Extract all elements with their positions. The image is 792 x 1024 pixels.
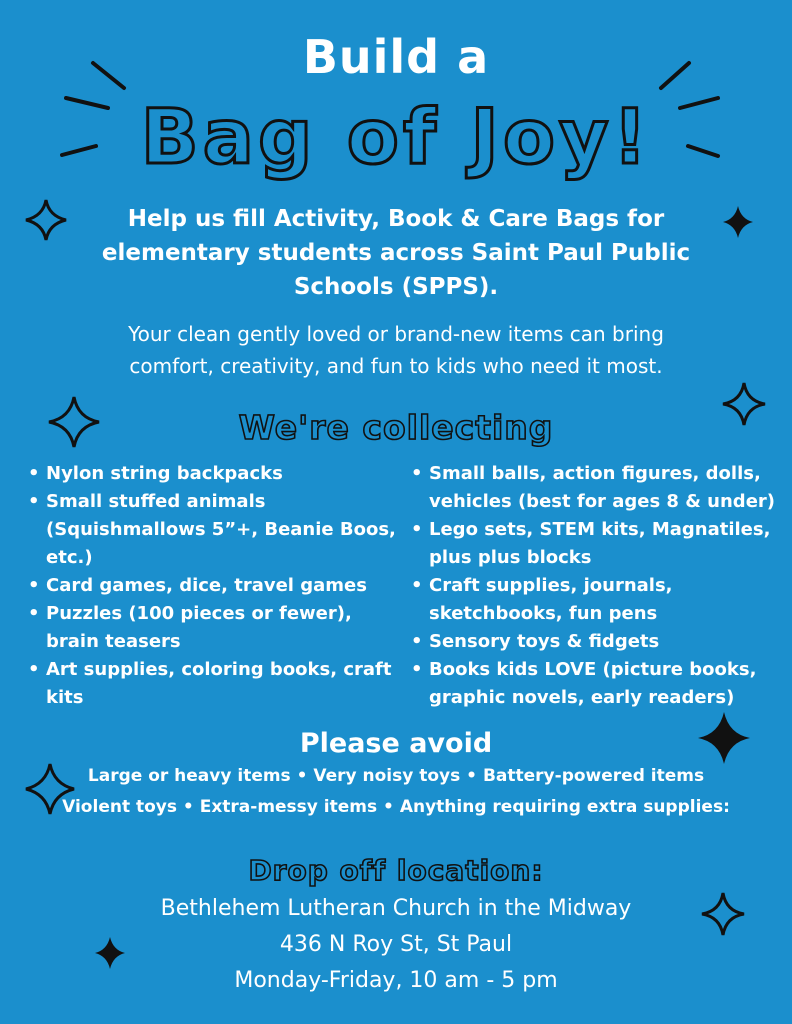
- list-item: • Sensory toys & fidgets: [411, 628, 781, 656]
- list-item: • Small balls, action figures, dolls, vehicles (best for ages 8 & under): [411, 460, 781, 516]
- dropoff-address: 436 N Roy St, St Paul: [279, 932, 513, 957]
- sparkle-star-icon: [723, 206, 753, 238]
- collecting-title: We're collecting: [238, 408, 554, 447]
- list-item: • Art supplies, coloring books, craft kits: [28, 656, 398, 712]
- dropoff-church-name: Bethlehem Lutheran Church in the Midway: [160, 896, 632, 921]
- list-item: • Puzzles (100 pieces or fewer), brain teasers: [28, 600, 398, 656]
- dropoff-hours: Monday-Friday, 10 am - 5 pm: [234, 968, 558, 993]
- intro-bold-text: Help us fill Activity, Book & Care Bags for elementary students across Saint Paul Public Schools (SPPS).: [101, 206, 691, 300]
- list-item: • Lego sets, STEM kits, Magnatiles, plus plus blocks: [411, 516, 781, 572]
- collecting-list-left: [28, 460, 398, 712]
- avoid-line-2: Violent toys • Extra-messy items • Anything requiring extra supplies:: [62, 797, 730, 817]
- list-item: • Small stuffed animals (Squishmallows 5”+, Beanie Boos, etc.): [28, 488, 398, 572]
- intro-light-text: Your clean gently loved or brand-new items can bring comfort, creativity, and fun to kids who need it most.: [128, 322, 664, 378]
- sparkle-star-icon: [26, 200, 66, 240]
- collecting-list-right: [411, 460, 781, 712]
- avoid-title: Please avoid: [299, 728, 493, 759]
- list-item: • Books kids LOVE (picture books, graphic novels, early readers): [411, 656, 781, 712]
- heading-build-a: Build a: [302, 30, 490, 84]
- list-item: • Nylon string backpacks: [28, 460, 398, 488]
- list-item: • Card games, dice, travel games: [28, 572, 398, 600]
- heading-bag-of-joy: Bag of Joy!: [140, 92, 652, 181]
- list-item: • Craft supplies, journals, sketchbooks, fun pens: [411, 572, 781, 628]
- avoid-line-1: Large or heavy items • Very noisy toys • Battery-powered items: [87, 766, 705, 786]
- dropoff-title: Drop off location:: [248, 854, 544, 887]
